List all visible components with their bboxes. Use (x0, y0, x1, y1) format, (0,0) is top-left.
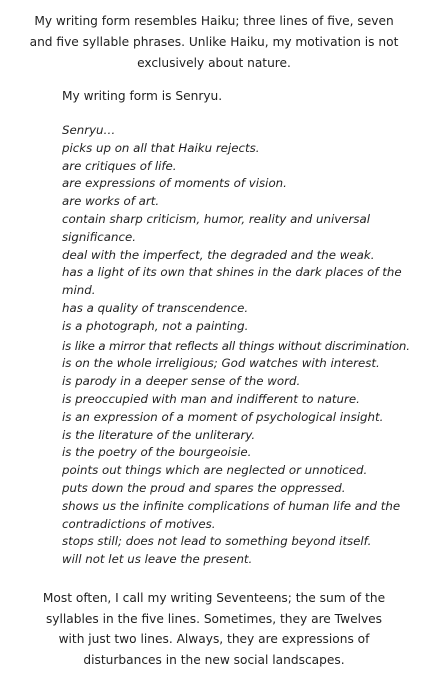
senryu-line: is parody in a deeper sense of the word. (62, 374, 301, 389)
senryu-line: is a photograph, not a painting. (62, 318, 249, 333)
senryu-line: points out things which are neglected or unnoticed. (62, 463, 368, 478)
senryu-line: is an expression of a moment of psychological insight. (62, 409, 384, 424)
senryu-line: stops still; does not lead to something beyond itself. (62, 534, 372, 549)
senryu-line: has a quality of transcendence. (62, 300, 249, 315)
form-statement: My writing form is Senryu. (62, 89, 223, 103)
senryu-line: puts down the proud and spares the oppressed. (62, 480, 346, 495)
senryu-line: shows us the infinite complications of human life and the contradictions of motives. (62, 498, 401, 531)
senryu-line: are works of art. (62, 194, 160, 209)
intro-paragraph: My writing form resembles Haiku; three lines of five, seven and five syllable phrases. Unlike Haiku, my motivation is not exclusively about nature. (29, 14, 399, 70)
senryu-line: will not let us leave the present. (62, 552, 253, 567)
senryu-line: are expressions of moments of vision. (62, 176, 287, 191)
closing-paragraph: Most often, I call my writing Seventeens; the sum of the syllables in the five lines. Sometimes, they are Twelves with just two lines. Always, they are expressions of disturbances in the new social landscapes. (42, 591, 386, 667)
senryu-line: is preoccupied with man and indifferent to nature. (62, 391, 360, 406)
senryu-heading: Senryu… (62, 123, 116, 137)
senryu-line: is the poetry of the bourgeoisie. (62, 445, 252, 460)
senryu-line: deal with the imperfect, the degraded and the weak. (62, 247, 375, 262)
senryu-line: is like a mirror that reflects all things without discrimination. (62, 338, 410, 353)
senryu-line: is the literature of the unliterary. (62, 427, 256, 442)
senryu-line: contain sharp criticism, humor, reality and universal significance. (62, 211, 370, 244)
senryu-line: has a light of its own that shines in the dark places of the mind. (62, 265, 402, 298)
senryu-line: are critiques of life. (62, 158, 177, 173)
senryu-line: is on the whole irreligious; God watches with interest. (62, 356, 380, 371)
senryu-line: picks up on all that Haiku rejects. (62, 140, 260, 155)
senryu-list (62, 122, 412, 569)
